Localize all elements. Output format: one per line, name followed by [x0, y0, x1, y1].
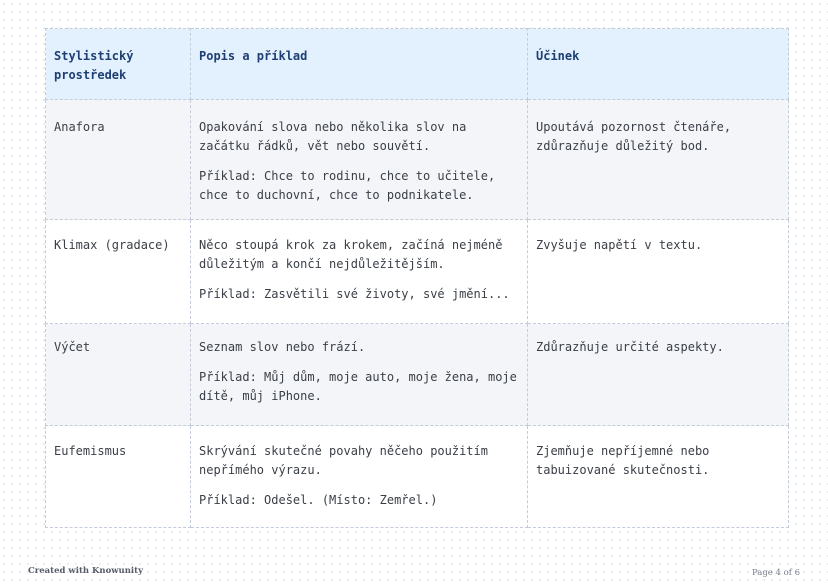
cell-term: Výčet — [46, 324, 191, 426]
cell-effect: Upoutává pozornost čtenáře, zdůrazňuje důležitý bod. — [528, 100, 789, 220]
table-header-row — [46, 29, 789, 100]
table-row — [46, 220, 789, 324]
example-text: Příklad: Můj dům, moje auto, moje žena, moje dítě, můj iPhone. — [199, 370, 517, 403]
cell-description — [191, 324, 528, 426]
cell-term: Anafora — [46, 100, 191, 220]
header-device: Stylistický prostředek — [46, 29, 191, 100]
header-effect: Účinek — [528, 29, 789, 100]
description-text: Skrývání skutečné povahy něčeho použitím nepřímého výrazu. — [199, 444, 488, 477]
created-with-label: Created with Knowunity — [28, 566, 144, 576]
cell-term: Klimax (gradace) — [46, 220, 191, 324]
cell-effect: Zdůrazňuje určité aspekty. — [528, 324, 789, 426]
stylistic-devices-table — [45, 28, 789, 528]
table-row — [46, 100, 789, 220]
example-text: Příklad: Zasvětili své životy, své jmění... — [199, 287, 510, 301]
description-text: Něco stoupá krok za krokem, začíná nejméně důležitým a končí nejdůležitějším. — [199, 238, 503, 271]
description-text: Opakování slova nebo několika slov na začátku řádků, vět nebo souvětí. — [199, 120, 467, 153]
example-text: Příklad: Chce to rodinu, chce to učitele, chce to duchovní, chce to podnikatele. — [199, 169, 496, 202]
description-text: Seznam slov nebo frází. — [199, 340, 366, 354]
header-description: Popis a příklad — [191, 29, 528, 100]
cell-description — [191, 426, 528, 528]
page-number: Page 4 of 6 — [751, 568, 800, 578]
table-row — [46, 426, 789, 528]
cell-effect: Zjemňuje nepříjemné nebo tabuizované skutečnosti. — [528, 426, 789, 528]
example-text: Příklad: Odešel. (Místo: Zemřel.) — [199, 493, 438, 507]
cell-effect: Zvyšuje napětí v textu. — [528, 220, 789, 324]
cell-description — [191, 220, 528, 324]
table-row — [46, 324, 789, 426]
cell-term: Eufemismus — [46, 426, 191, 528]
cell-description — [191, 100, 528, 220]
